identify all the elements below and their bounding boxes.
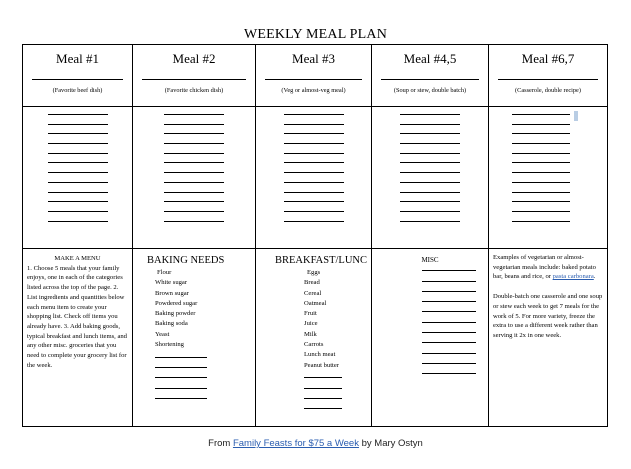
list-item: Fruit: [304, 310, 317, 318]
ingredient-line[interactable]: [48, 153, 108, 154]
info-row: [23, 249, 608, 427]
ingredient-line[interactable]: [48, 211, 108, 212]
ingredient-line[interactable]: [284, 172, 344, 173]
misc-cell: [372, 249, 489, 427]
ingredient-line[interactable]: [164, 221, 224, 222]
ingredient-line[interactable]: [400, 133, 460, 134]
blank-line[interactable]: [155, 381, 255, 391]
ingredient-line[interactable]: [164, 162, 224, 163]
ingredient-line[interactable]: [400, 201, 460, 202]
ingredient-line[interactable]: [400, 211, 460, 212]
meal-plan-table: [22, 44, 608, 427]
ingredient-line[interactable]: [164, 211, 224, 212]
meal-1-ingredients: [23, 107, 133, 249]
meal-3-name-line[interactable]: [265, 79, 362, 80]
meal-2-ingredients: [133, 107, 256, 249]
ingredient-line[interactable]: [400, 153, 460, 154]
ingredient-line[interactable]: [400, 114, 460, 115]
ingredient-line[interactable]: [164, 182, 224, 183]
ingredient-line[interactable]: [284, 221, 344, 222]
meal-6-7-note: (Casserole, double recipe): [515, 87, 581, 94]
ingredient-lines: [133, 107, 255, 222]
blank-line[interactable]: [422, 295, 488, 305]
list-item: White sugar: [155, 279, 188, 287]
ingredient-line[interactable]: [400, 192, 460, 193]
make-a-menu-instructions: 1. Choose 5 meals that your family enjoys, one in each of the categories listed across the top of the page. 2. List ingredients and quantities below each menu item to create your shopping list. Check off items you already have. 3. Add baking goods, typical breakfast and lunch items, and any other misc. groceries that you need to complete your grocery list for the week.: [27, 264, 127, 369]
breakfast-lunch-title: BREAKFAST/LUNC: [275, 255, 367, 266]
list-item: Brown sugar: [155, 289, 189, 297]
ingredient-line[interactable]: [284, 143, 344, 144]
blank-line[interactable]: [422, 305, 488, 315]
ingredient-line[interactable]: [512, 201, 570, 202]
meal-6-7-ingredients: [489, 107, 608, 249]
ingredient-line[interactable]: [164, 133, 224, 134]
tips-cell: [489, 249, 608, 427]
ingredient-line[interactable]: [512, 182, 570, 183]
ingredient-line[interactable]: [48, 133, 108, 134]
meal-4-5-note: (Soup or stew, double batch): [393, 87, 467, 94]
meal-1-header: [23, 45, 133, 107]
footer-prefix: From: [208, 438, 233, 449]
ingredient-line[interactable]: [48, 124, 108, 125]
vegetarian-examples-end: .: [593, 273, 596, 281]
meal-3-header: [256, 45, 372, 107]
list-item: Baking powder: [155, 310, 196, 318]
make-a-menu-title: MAKE A MENU: [54, 255, 101, 262]
list-item: Flour: [157, 269, 172, 276]
scrollbar-thumb[interactable]: [574, 111, 578, 121]
double-batch-note: Double-batch one casserole and one soup or stew each week to get 7 meals for the work of 5. For more variety, freeze the extra to use a different week rather than serving it 2x in one week.: [493, 293, 603, 339]
ingredient-line[interactable]: [284, 114, 344, 115]
vegetarian-examples-text: Examples of vegetarian or almost-vegetarian meals include: baked potato bar, beans and rice, or: [493, 254, 596, 281]
ingredient-line[interactable]: [48, 143, 108, 144]
breakfast-lunch-cell: [256, 249, 372, 427]
ingredient-line[interactable]: [164, 172, 224, 173]
ingredient-line[interactable]: [164, 143, 224, 144]
ingredient-line[interactable]: [48, 172, 108, 173]
ingredient-line[interactable]: [48, 201, 108, 202]
list-item: Carrots: [304, 341, 324, 349]
meal-4-5-header: [372, 45, 489, 107]
ingredient-lines: [23, 107, 132, 222]
ingredient-line[interactable]: [400, 143, 460, 144]
ingredient-line[interactable]: [512, 114, 570, 115]
meal-2-note: (Favorite chicken dish): [164, 87, 224, 94]
ingredient-line[interactable]: [512, 221, 570, 222]
blank-line[interactable]: [304, 392, 371, 402]
ingredient-line[interactable]: [512, 153, 570, 154]
list-item: Peanut butter: [304, 361, 339, 369]
meal-1-note: (Favorite beef dish): [52, 87, 103, 94]
vegetarian-examples-note: [493, 253, 603, 282]
misc-title: MISC: [421, 256, 439, 264]
ingredient-lines: [489, 107, 608, 222]
ingredient-line[interactable]: [512, 143, 570, 144]
baking-needs-cell: [133, 249, 256, 427]
ingredient-line[interactable]: [164, 124, 224, 125]
list-item: Juice: [304, 320, 318, 328]
ingredient-line[interactable]: [400, 172, 460, 173]
blank-line[interactable]: [422, 326, 488, 336]
footer-credit: [0, 438, 631, 449]
meal-6-7-header: [489, 45, 608, 107]
list-item: Shortening: [155, 341, 184, 349]
book-link[interactable]: Family Feasts for $75 a Week: [232, 438, 359, 449]
ingredient-line[interactable]: [164, 114, 224, 115]
meal-1-name-line[interactable]: [32, 79, 123, 80]
list-item: Bread: [304, 279, 320, 287]
blank-line[interactable]: [422, 315, 488, 325]
ingredient-line[interactable]: [284, 201, 344, 202]
footer-suffix: by Mary Ostyn: [358, 438, 423, 449]
blank-line[interactable]: [155, 371, 255, 381]
ingredient-line[interactable]: [48, 162, 108, 163]
blank-line[interactable]: [155, 361, 255, 371]
list-item: Eggs: [307, 269, 321, 276]
baking-needs-title: BAKING NEEDS: [147, 255, 225, 266]
meal-2-header: [133, 45, 256, 107]
meal-4-5-ingredients: [372, 107, 489, 249]
blank-line[interactable]: [304, 371, 371, 381]
blank-line[interactable]: [422, 357, 488, 367]
make-a-menu-cell: [23, 249, 133, 427]
meal-3-name: Meal #3: [292, 51, 335, 66]
blank-line[interactable]: [155, 392, 255, 402]
ingredient-lines: [256, 107, 371, 222]
ingredient-line[interactable]: [48, 221, 108, 222]
list-item: Oatmeal: [304, 299, 327, 307]
list-item: Lunch meat: [304, 351, 336, 359]
ingredient-line[interactable]: [284, 133, 344, 134]
ingredient-line[interactable]: [400, 182, 460, 183]
blank-line[interactable]: [422, 367, 488, 377]
meal-6-7-name-line[interactable]: [498, 79, 598, 80]
ingredient-line[interactable]: [284, 124, 344, 125]
ingredient-line[interactable]: [164, 201, 224, 202]
ingredient-line[interactable]: [284, 162, 344, 163]
ingredient-line[interactable]: [284, 211, 344, 212]
ingredient-line[interactable]: [512, 192, 570, 193]
meal-3-note: (Veg or almost-veg meal): [281, 87, 346, 94]
ingredient-line[interactable]: [48, 114, 108, 115]
ingredient-line[interactable]: [400, 162, 460, 163]
ingredient-line[interactable]: [512, 133, 570, 134]
ingredient-line[interactable]: [512, 124, 570, 125]
page-title: WEEKLY MEAL PLAN: [243, 27, 388, 42]
blank-line[interactable]: [422, 285, 488, 295]
meal-3-ingredients: [256, 107, 372, 249]
misc-lines: [372, 264, 488, 377]
blank-line[interactable]: [422, 264, 488, 274]
blank-line[interactable]: [422, 346, 488, 356]
meal-1-name: Meal #1: [56, 51, 99, 66]
list-item: Powdered sugar: [155, 299, 198, 307]
blank-line[interactable]: [304, 381, 371, 391]
ingredient-line[interactable]: [164, 192, 224, 193]
meal-4-5-name-line[interactable]: [381, 79, 479, 80]
ingredient-line[interactable]: [284, 153, 344, 154]
list-item: Milk: [304, 330, 317, 338]
ingredient-line[interactable]: [400, 124, 460, 125]
pasta-carbonara-link[interactable]: pasta carbonara: [552, 273, 594, 281]
meal-header-row: [23, 45, 608, 107]
list-item: Yeast: [155, 330, 170, 338]
blank-line[interactable]: [422, 336, 488, 346]
meal-2-name-line[interactable]: [142, 79, 246, 80]
ingredient-line[interactable]: [284, 192, 344, 193]
meal-6-7-name: Meal #6,7: [521, 51, 575, 66]
meal-2-name: Meal #2: [172, 51, 216, 66]
ingredient-line[interactable]: [284, 182, 344, 183]
blank-line[interactable]: [304, 402, 371, 412]
ingredient-line[interactable]: [512, 172, 570, 173]
ingredient-line[interactable]: [512, 162, 570, 163]
ingredient-line[interactable]: [400, 221, 460, 222]
list-item: Cereal: [304, 289, 322, 297]
ingredient-line[interactable]: [48, 182, 108, 183]
ingredient-line[interactable]: [164, 153, 224, 154]
ingredient-line[interactable]: [512, 211, 570, 212]
ingredient-lines: [372, 107, 488, 222]
ingredient-line[interactable]: [48, 192, 108, 193]
blank-line[interactable]: [422, 274, 488, 284]
ingredient-lines-row: [23, 107, 608, 249]
meal-4-5-name: Meal #4,5: [403, 51, 457, 66]
blank-line[interactable]: [155, 350, 255, 360]
list-item: Baking soda: [155, 320, 188, 328]
